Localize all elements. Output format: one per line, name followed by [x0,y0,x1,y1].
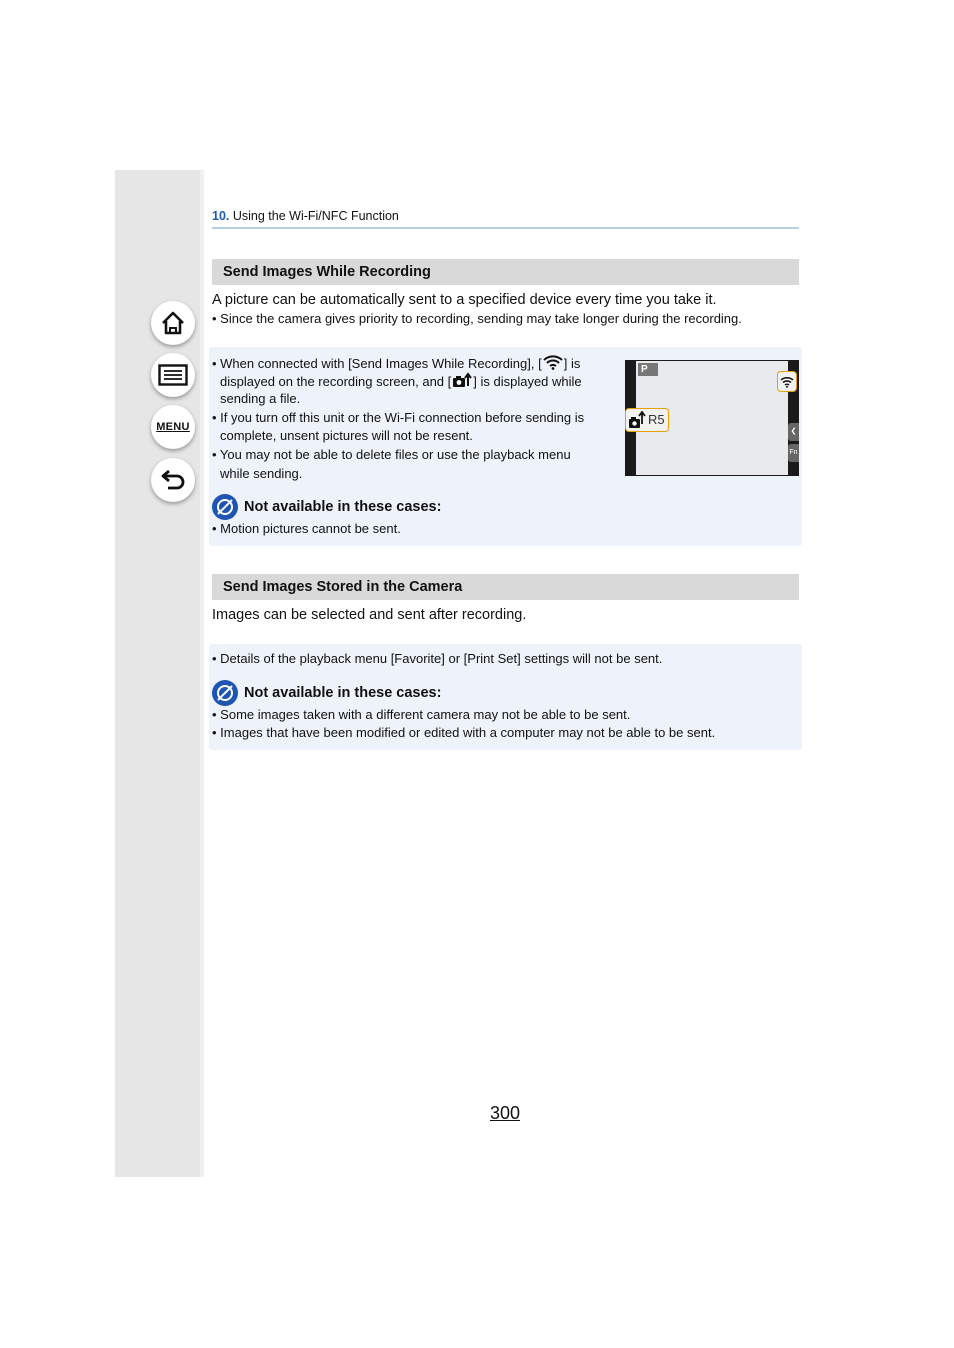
header-divider [212,227,799,229]
note-line: • If you turn off this unit or the Wi-Fi connection before sending is [212,410,585,425]
recording-screen-illustration [625,360,799,476]
section-title-send-while-recording: Send Images While Recording [212,259,799,285]
note-line: sending a file. [220,391,301,406]
wifi-status-indicator [777,371,797,392]
note-line: • Details of the playback menu [Favorite] or [Print Set] settings will not be sent. [212,651,663,666]
remaining-count: R5 [648,412,665,427]
not-available-label: Not available in these cases: [244,499,442,515]
not-available-heading [212,680,441,706]
chapter-title: Using the Wi-Fi/NFC Function [232,209,399,223]
note-text: ] is displayed while [473,373,582,389]
sidebar-edge [200,170,204,1177]
home-button[interactable] [151,301,195,345]
menu-label: MENU [156,421,190,433]
home-icon [159,309,187,337]
menu-button[interactable] [151,405,195,449]
mode-badge: P [638,363,658,376]
page-number: 300 [490,1103,521,1123]
chapter-number: 10. [212,209,230,223]
note-text: ] is [563,355,581,371]
note-line: complete, unsent pictures will not be resent. [220,428,473,443]
chevron-left-icon: ❮ [788,423,799,441]
back-button[interactable] [151,458,195,502]
return-icon [159,467,187,493]
note-line: while sending. [220,466,303,481]
not-available-icon [212,680,238,706]
camera-send-icon [628,411,646,434]
wifi-icon [780,375,794,393]
sending-indicator [625,408,669,432]
camera-send-icon [451,372,473,393]
not-available-item: • Images that have been modified or edited with a computer may not be able to be sent. [212,725,716,740]
list-icon [158,364,188,386]
table-of-contents-button[interactable] [151,353,195,397]
section1-intro: A picture can be automatically sent to a specified device every time you take it. [212,292,717,308]
note-text: • When connected with [Send Images While Recording], [ [212,355,542,371]
not-available-item: • Motion pictures cannot be sent. [212,521,401,536]
not-available-label: Not available in these cases: [244,685,442,701]
section-title-send-stored: Send Images Stored in the Camera [212,574,799,600]
not-available-heading [212,494,441,520]
fn-tab: Fn [788,444,799,462]
not-available-icon [212,494,238,520]
note-line: • You may not be able to delete files or use the playback menu [212,447,571,462]
not-available-item: • Some images taken with a different camera may not be able to be sent. [212,707,631,722]
section1-bullet: • Since the camera gives priority to recording, sending may take longer during the recording. [212,311,742,326]
section2-intro: Images can be selected and sent after recording. [212,607,527,623]
note-text: displayed on the recording screen, and [ [220,373,452,389]
chapter-header [212,209,399,223]
